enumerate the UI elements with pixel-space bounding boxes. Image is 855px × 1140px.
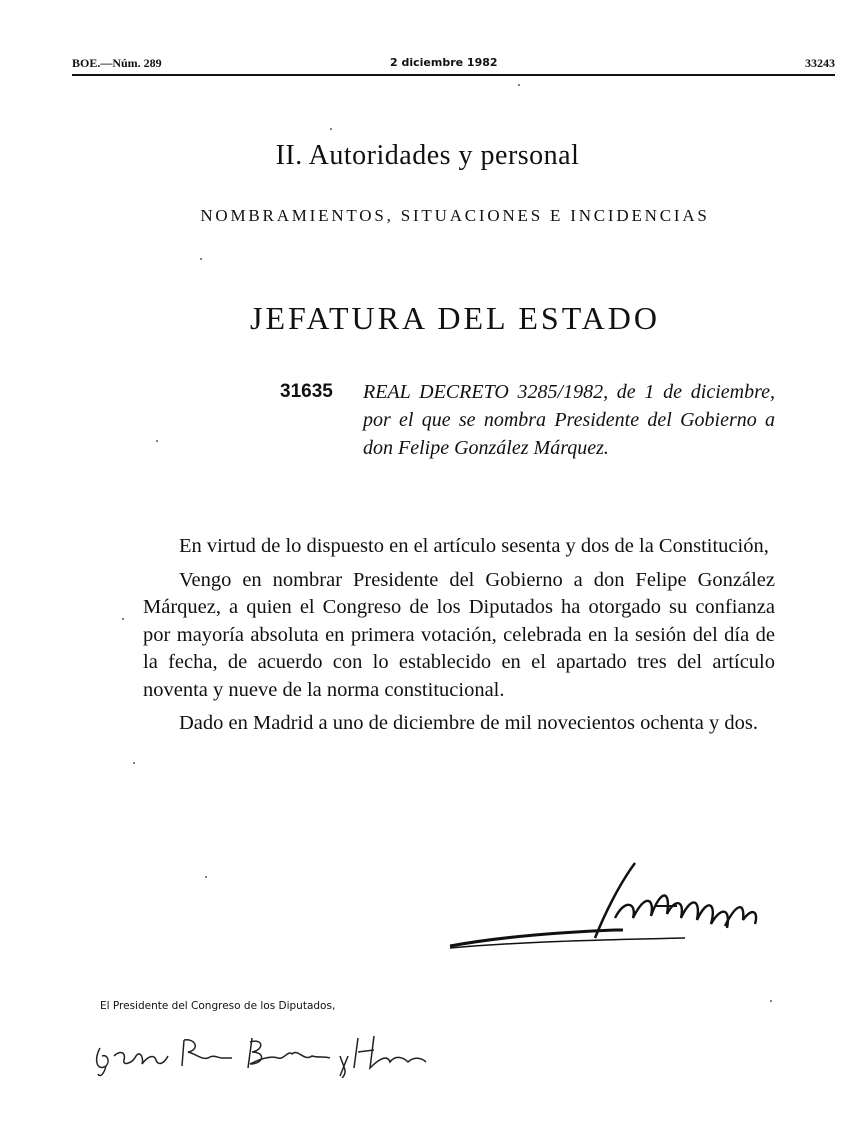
body-paragraph: En virtud de lo dispuesto en el artículo sesenta y dos de la Constitución, xyxy=(179,535,769,557)
page-number: 33243 xyxy=(805,56,835,70)
issue-number: BOE.—Núm. 289 xyxy=(72,56,162,70)
scan-speck xyxy=(205,876,207,878)
body-paragraph: Vengo en nombrar Presidente del Gobierno a don Felipe González Márquez, a quien el Congreso de los Diputados ha otorgado su confianza por mayoría absoluta en primera votación, celebrada en la sesión del día de la fecha, de acuerdo con lo establecido en el apartado tres del artículo noventa y nueve de la norma constitucional. xyxy=(143,568,775,701)
decree-body xyxy=(143,533,775,744)
president-signature xyxy=(92,1028,432,1078)
president-label: El Presidente del Congreso de los Diputados, xyxy=(100,1000,336,1012)
scan-speck xyxy=(330,128,332,130)
scan-speck xyxy=(122,618,124,620)
organization-title: JEFATURA DEL ESTADO xyxy=(250,300,660,336)
section-title: II. Autoridades y personal xyxy=(275,140,580,171)
issue-date: 2 diciembre 1982 xyxy=(390,56,498,69)
king-signature xyxy=(445,858,770,958)
scan-speck xyxy=(770,1000,772,1002)
header-rule xyxy=(72,74,835,76)
scan-speck xyxy=(133,762,135,764)
scan-speck xyxy=(200,258,202,260)
scan-speck xyxy=(156,440,158,442)
decree-title: REAL DECRETO 3285/1982, de 1 de diciembre, por el que se nombra Presidente del Gobierno a don Felipe González Márquez. xyxy=(363,381,775,459)
decree-number: 31635 xyxy=(280,381,333,402)
page-header xyxy=(72,52,835,74)
body-paragraph: Dado en Madrid a uno de diciembre de mil novecientos ochenta y dos. xyxy=(179,712,758,734)
scan-speck xyxy=(518,84,520,86)
subsection-title: NOMBRAMIENTOS, SITUACIONES E INCIDENCIAS xyxy=(200,206,710,225)
